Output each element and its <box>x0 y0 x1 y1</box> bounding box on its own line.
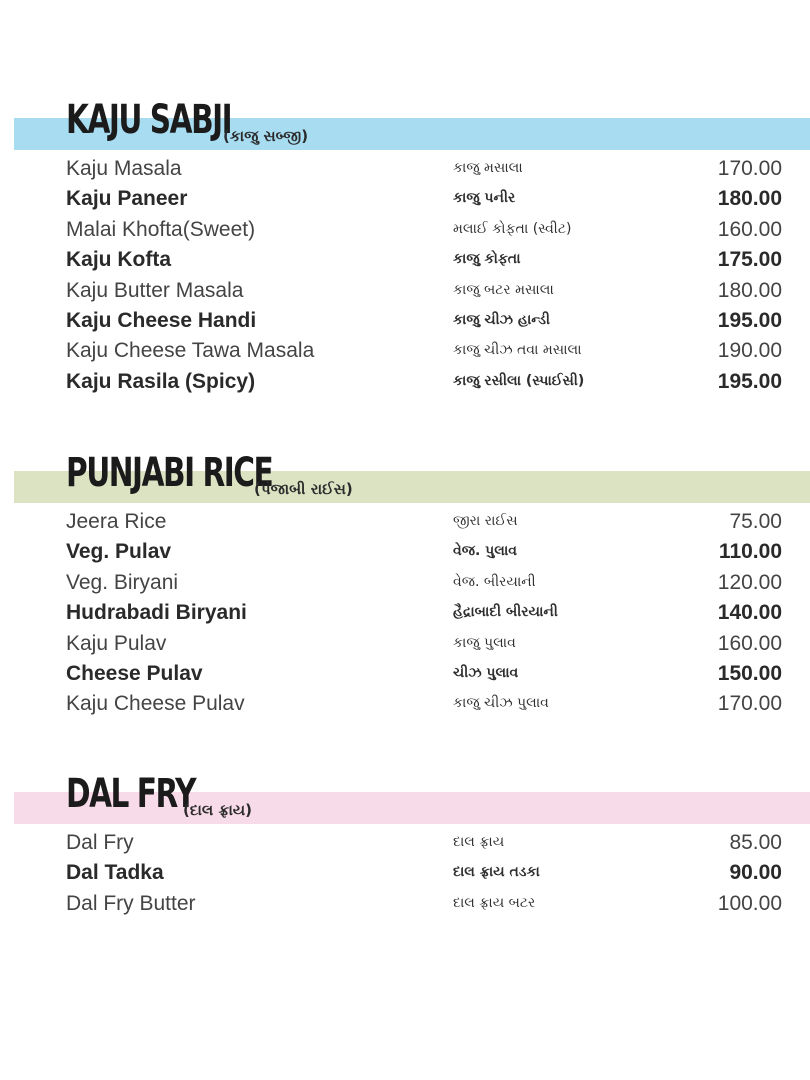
menu-item-row <box>0 831 810 861</box>
item-price: 90.00 <box>729 861 782 885</box>
section-heading <box>66 97 309 148</box>
menu-item-row <box>0 309 810 339</box>
menu-item-row <box>0 692 810 722</box>
menu-item-row <box>0 157 810 187</box>
section-title: PUNJABI RICE <box>66 450 273 496</box>
item-price: 85.00 <box>729 831 782 854</box>
item-price: 175.00 <box>717 248 782 272</box>
item-name: Kaju Pulav <box>66 631 167 655</box>
item-name: Jeera Rice <box>66 510 167 533</box>
item-price: 160.00 <box>717 631 782 655</box>
item-price: 195.00 <box>717 308 782 332</box>
item-name-gujarati: કાજુ રસીલા (સ્પાઈસી) <box>453 372 585 389</box>
item-price: 195.00 <box>717 369 782 393</box>
item-name-gujarati: હૈદ્રાબાદી બીરયાની <box>453 604 558 621</box>
item-name: Veg. Pulav <box>66 540 172 564</box>
item-price: 150.00 <box>717 661 782 685</box>
item-price: 110.00 <box>718 540 782 564</box>
section-subtitle: (પંજાબી રાઈસ) <box>254 480 353 498</box>
item-price: 120.00 <box>717 570 782 594</box>
item-name-gujarati: કાજુ બટર મસાલા <box>453 281 554 298</box>
item-name: Kaju Cheese Tawa Masala <box>66 339 315 363</box>
item-name-gujarati: વેજ. બીરયાની <box>453 573 536 590</box>
item-name: Dal Fry Butter <box>66 891 196 915</box>
item-price: 140.00 <box>717 601 782 625</box>
menu-item-row <box>0 187 810 217</box>
item-name: Dal Tadka <box>66 861 164 885</box>
item-price: 75.00 <box>729 510 782 533</box>
item-name: Kaju Cheese Handi <box>66 308 257 332</box>
item-name: Kaju Paneer <box>66 187 188 211</box>
menu-item-row <box>0 510 810 540</box>
item-list <box>0 831 810 922</box>
menu-item-row <box>0 571 810 601</box>
menu-item-row <box>0 601 810 631</box>
item-name: Kaju Rasila (Spicy) <box>66 369 256 393</box>
item-list <box>0 510 810 723</box>
section-title: KAJU SABJI <box>66 97 232 143</box>
item-name-gujarati: કાજુ ચીઝ તવા મસાલા <box>453 342 582 359</box>
item-name-gujarati: કાજુ ચીઝ હાન્ડી <box>453 311 550 328</box>
item-name: Kaju Kofta <box>66 248 171 272</box>
item-name: Hudrabadi Biryani <box>66 601 247 625</box>
menu-item-row <box>0 662 810 692</box>
item-name-gujarati: કાજુ પુલાવ <box>453 634 516 651</box>
item-name: Dal Fry <box>66 831 134 854</box>
item-name: Cheese Pulav <box>66 661 203 685</box>
menu-item-row <box>0 892 810 922</box>
item-name-gujarati: કાજુ ચીઝ પુલાવ <box>453 695 549 712</box>
item-list <box>0 157 810 400</box>
section-subtitle: (કાજુ સબ્જી) <box>223 127 309 145</box>
item-name: Kaju Butter Masala <box>66 278 244 302</box>
item-name-gujarati: દાલ ફ્રાય તડકા <box>453 864 540 881</box>
item-name: Veg. Biryani <box>66 570 179 594</box>
item-name: Kaju Masala <box>66 157 182 180</box>
item-name-gujarati: જીરા રાઈસ <box>453 513 518 529</box>
item-price: 160.00 <box>717 217 782 241</box>
menu-item-row <box>0 279 810 309</box>
menu-item-row <box>0 632 810 662</box>
item-name: Kaju Cheese Pulav <box>66 692 245 716</box>
section-subtitle: (દાલ ફ્રાય) <box>183 801 253 819</box>
section-title: DAL FRY <box>66 771 196 817</box>
item-name-gujarati: દાલ ફ્રાય બટર <box>453 894 536 911</box>
item-name-gujarati: મલાઈ કોફતા (સ્વીટ) <box>453 220 572 237</box>
item-price: 170.00 <box>717 157 782 180</box>
item-price: 180.00 <box>717 278 782 302</box>
menu-item-row <box>0 339 810 369</box>
menu-item-row <box>0 370 810 400</box>
item-name-gujarati: દાલ ફ્રાય <box>453 834 505 850</box>
item-name-gujarati: ચીઝ પુલાવ <box>453 664 519 681</box>
item-name-gujarati: કાજુ મસાલા <box>453 160 523 176</box>
menu-item-row <box>0 540 810 570</box>
item-name: Malai Khofta(Sweet) <box>66 217 256 241</box>
item-name-gujarati: કાજુ કોફતા <box>453 251 521 268</box>
item-price: 190.00 <box>717 339 782 363</box>
section-heading <box>66 771 253 822</box>
menu-item-row <box>0 218 810 248</box>
item-price: 180.00 <box>717 187 782 211</box>
item-price: 100.00 <box>717 891 782 915</box>
section-heading <box>66 450 353 501</box>
item-price: 170.00 <box>717 692 782 716</box>
item-name-gujarati: વેજ. પુલાવ <box>453 543 517 560</box>
menu-item-row <box>0 248 810 278</box>
menu-item-row <box>0 861 810 891</box>
item-name-gujarati: કાજુ પનીર <box>453 190 516 207</box>
